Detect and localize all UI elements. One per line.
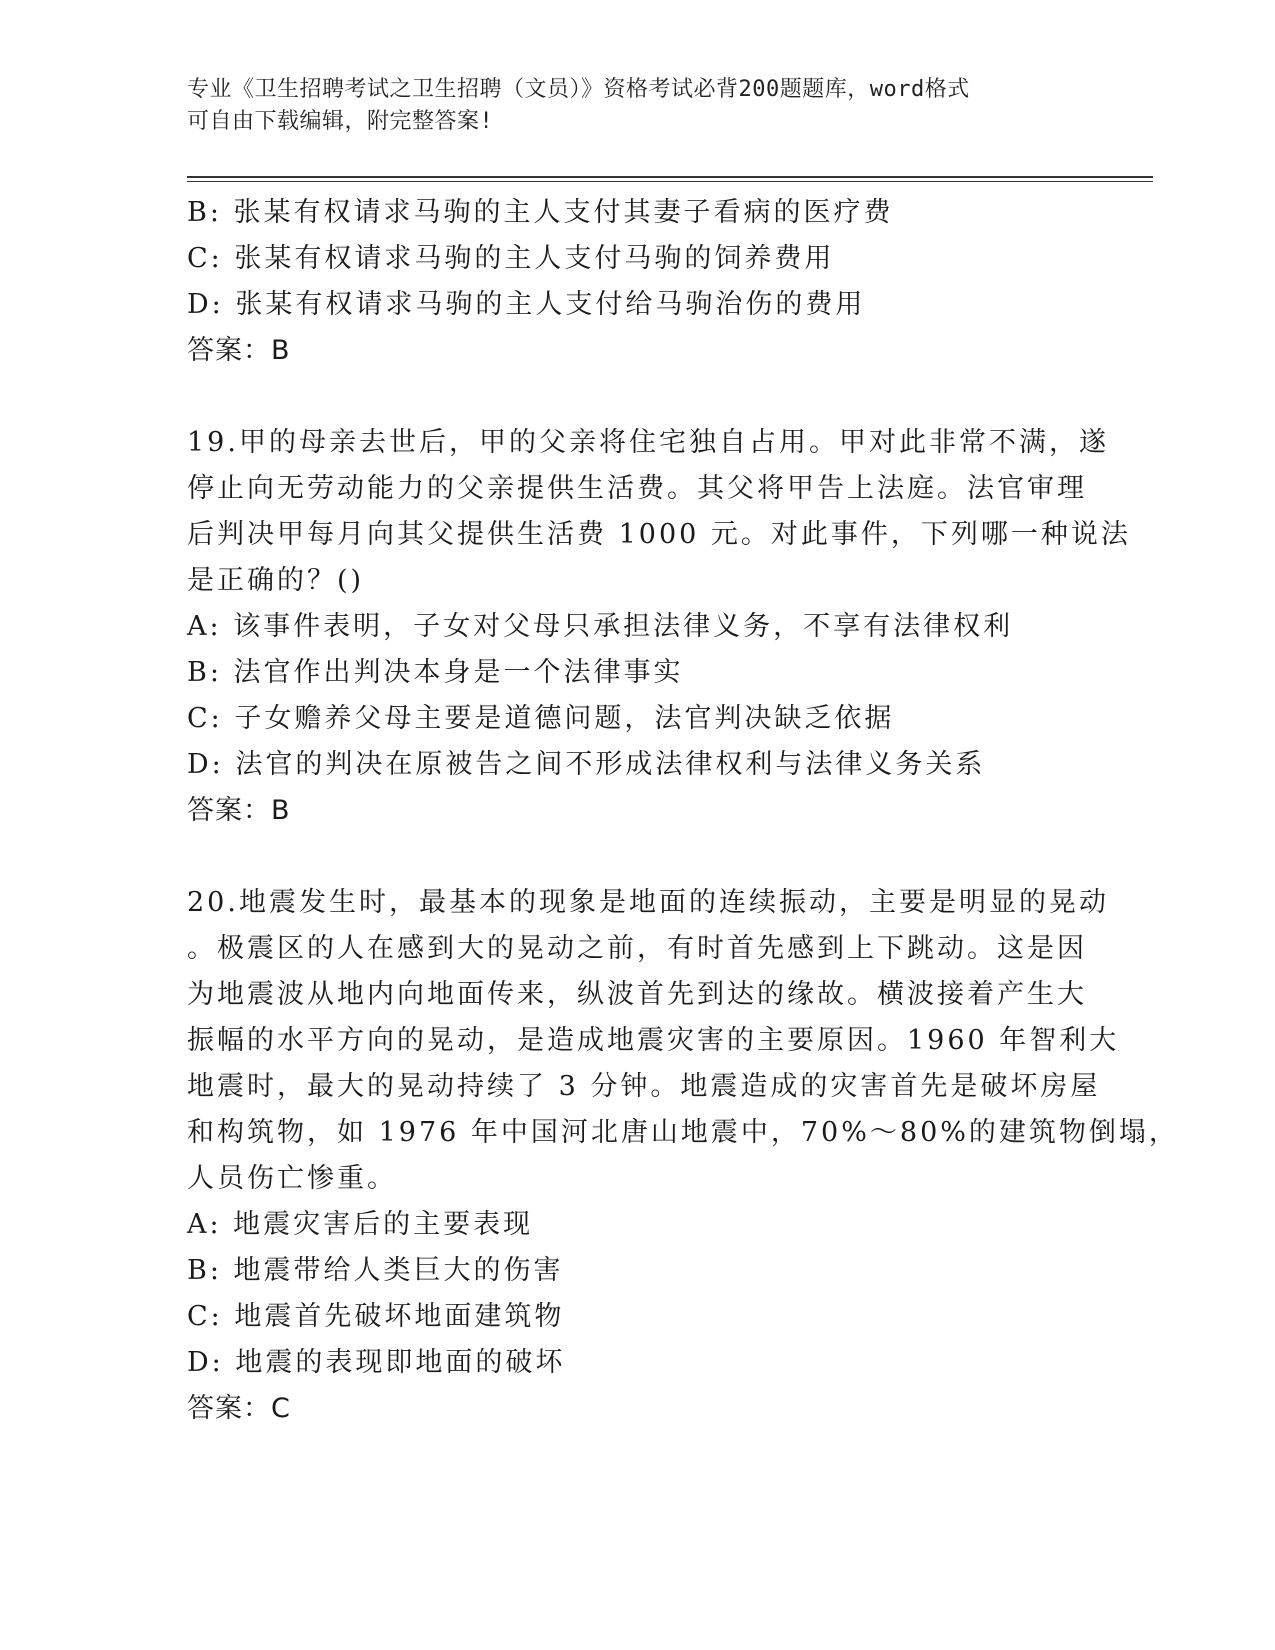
question-stem-line: 。极震区的人在感到大的晃动之前，有时首先感到上下跳动。这是因 [187,933,1087,964]
question-stem-line: 人员伤亡惨重。 [187,1163,397,1194]
answer: 答案：B [187,795,291,826]
option-b: B: 法官作出判决本身是一个法律事实 [187,657,684,688]
question-stem-line: 是正确的？() [187,565,365,596]
option-d: D: 张某有权请求马驹的主人支付给马驹治伤的费用 [187,289,866,320]
question-stem-line: 20.地震发生时，最基本的现象是地面的连续振动，主要是明显的晃动 [187,887,1109,918]
document-header [187,74,1067,138]
question-stem-line: 地震时，最大的晃动持续了 3 分钟。地震造成的灾害首先是破坏房屋 [187,1071,1101,1102]
option-b: B: 张某有权请求马驹的主人支付其妻子看病的医疗费 [187,197,894,228]
header-line-1: 专业《卫生招聘考试之卫生招聘（文员）》资格考试必背200题题库，word格式 [187,77,970,102]
question-stem-line: 后判决甲每月向其父提供生活费 1000 元。对此事件，下列哪一种说法 [187,519,1131,550]
option-c: C: 子女赡养父母主要是道德问题，法官判决缺乏依据 [187,703,895,734]
question-19 [187,420,1131,834]
option-a: A: 该事件表明，子女对父母只承担法律义务，不享有法律权利 [187,611,1014,642]
option-b: B: 地震带给人类巨大的伤害 [187,1255,564,1286]
question-stem-line: 和构筑物，如 1976 年中国河北唐山地震中，70%～80%的建筑物倒塌， [187,1117,1179,1148]
document-body [187,190,1179,1432]
option-d: D: 地震的表现即地面的破坏 [187,1347,566,1378]
header-line-2: 可自由下载编辑，附完整答案! [187,109,494,134]
spacer [187,374,1087,420]
answer: 答案：C [187,1393,291,1424]
question-stem-line: 为地震波从地内向地面传来，纵波首先到达的缘故。横波接着产生大 [187,979,1087,1010]
question-stem-line: 19.甲的母亲去世后，甲的父亲将住宅独自占用。甲对此非常不满，遂 [187,427,1109,458]
header-rule-thin [187,181,1153,182]
option-c: C: 地震首先破坏地面建筑物 [187,1301,565,1332]
question-stem-line: 停止向无劳动能力的父亲提供生活费。其父将甲告上法庭。法官审理 [187,473,1087,504]
header-rule-thick [187,176,1153,178]
option-d: D: 法官的判决在原被告之间不形成法律权利与法律义务关系 [187,749,986,780]
option-a: A: 地震灾害后的主要表现 [187,1209,534,1240]
question-stem-line: 振幅的水平方向的晃动，是造成地震灾害的主要原因。1960 年智利大 [187,1025,1120,1056]
answer: 答案：B [187,335,291,366]
question-18-tail [187,190,1087,374]
spacer [187,834,1087,880]
question-20 [187,880,1179,1432]
option-c: C: 张某有权请求马驹的主人支付马驹的饲养费用 [187,243,835,274]
